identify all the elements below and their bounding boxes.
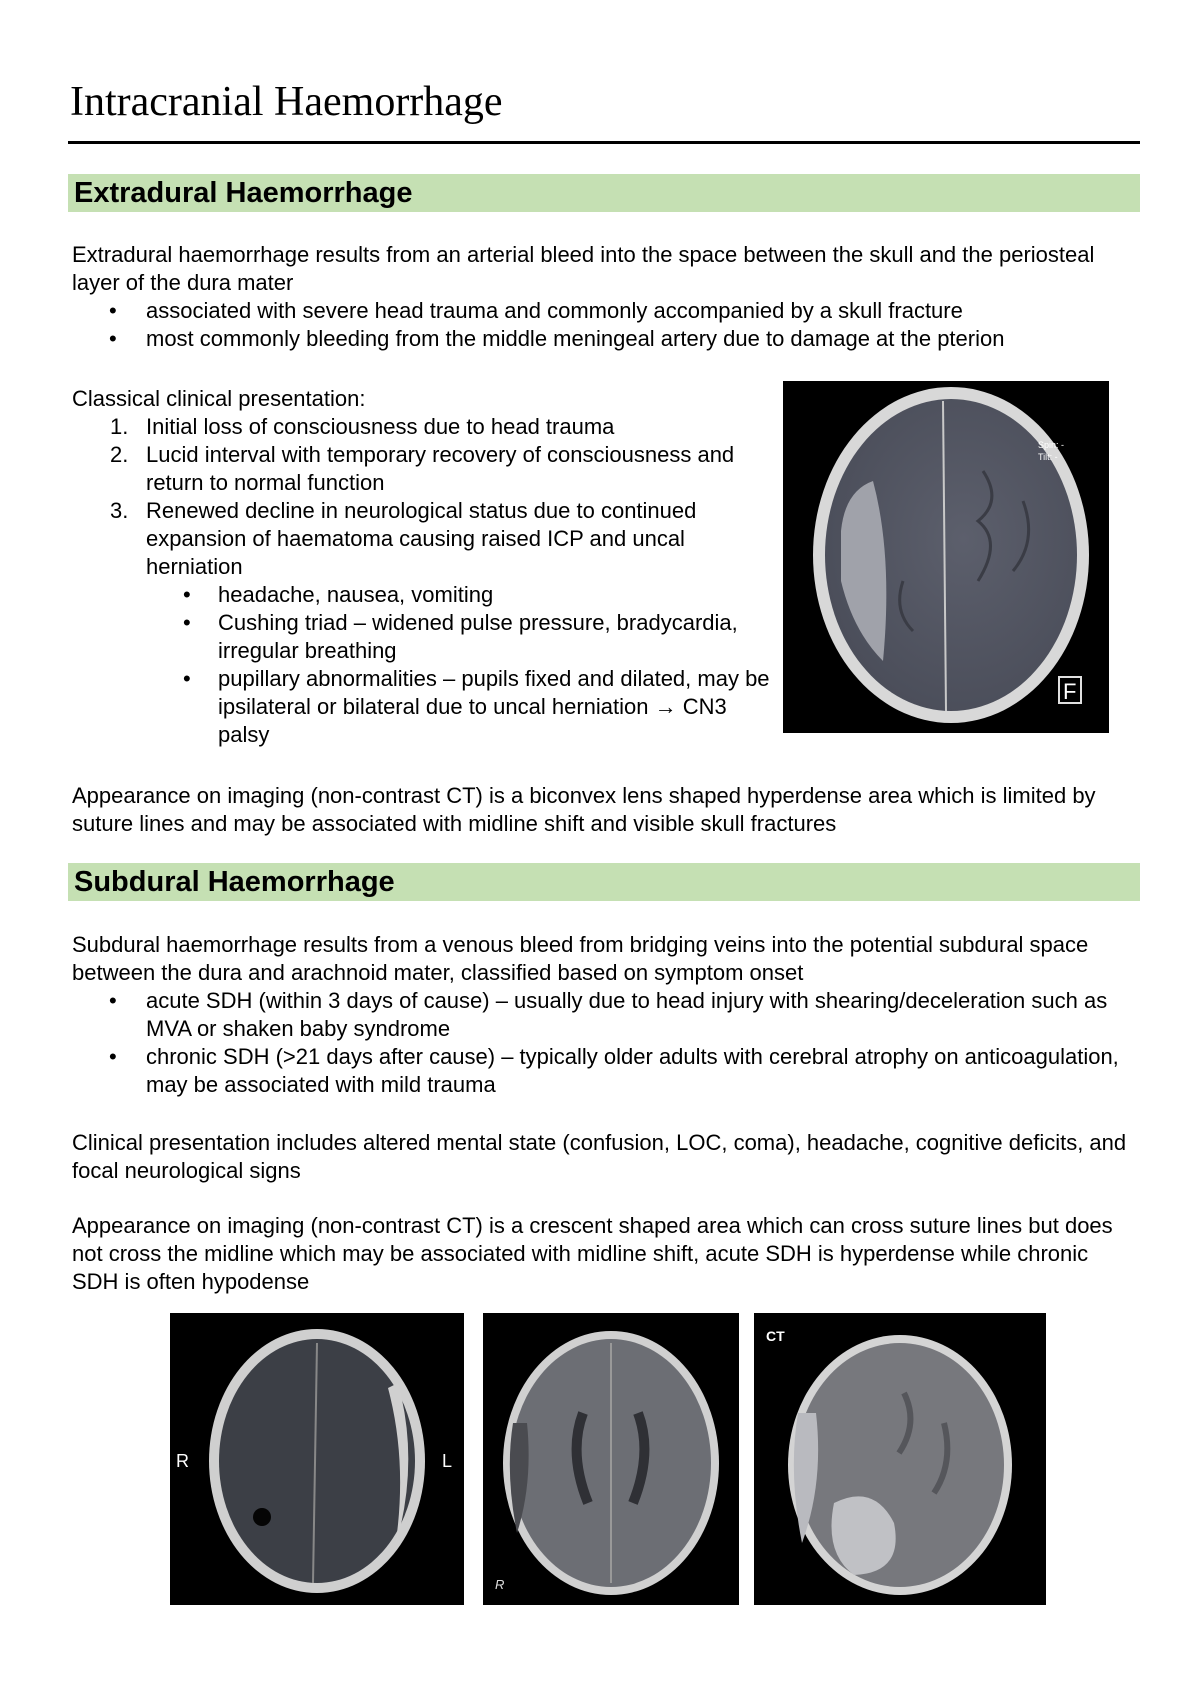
scan-text: F xyxy=(1063,679,1077,704)
subdural-clinical: Clinical presentation includes altered mental state (confusion, LOC, coma), headache, cognitive deficits, and focal neurological signs xyxy=(72,1130,1127,1183)
section-heading-extradural: Extradural Haemorrhage xyxy=(74,177,413,209)
scan-label-r: R xyxy=(495,1577,505,1592)
list-item xyxy=(72,497,772,581)
subdural-ct-image-comparison xyxy=(754,1313,1046,1605)
ct-scan-graphic xyxy=(783,381,1109,733)
scan-text: Spin: - xyxy=(1038,440,1065,450)
step-text: Lucid interval with temporary recovery of consciousness and return to normal function xyxy=(146,442,735,495)
list-item: • pupillary abnormalities – pupils fixed and dilated, may be ipsilateral or bilateral due to uncal herniation → CN3 palsy xyxy=(72,665,772,749)
subdural-intro-block xyxy=(72,931,1132,1099)
list-item: • Cushing triad – widened pulse pressure, bradycardia, irregular breathing xyxy=(72,609,772,665)
subdural-imaging: Appearance on imaging (non-contrast CT) is a crescent shaped area which can cross suture lines but does not cross the midline which may be associated with midline shift, acute SDH is hyperdense while chronic SDH is often hypodense xyxy=(72,1213,1113,1294)
list-item xyxy=(72,441,772,497)
presentation-label: Classical clinical presentation: xyxy=(72,386,366,411)
subdural-ct-image-acute xyxy=(170,1313,464,1605)
subdural-imaging-block xyxy=(72,1212,1132,1296)
subdural-intro: Subdural haemorrhage results from a venous bleed from bridging veins into the potential subdural space between the dura and arachnoid mater, classified based on symptom onset xyxy=(72,932,1089,985)
symptom-bullet-list xyxy=(72,581,772,749)
subdural-bullet-list xyxy=(72,987,1132,1099)
scan-label-ct: CT xyxy=(766,1328,785,1344)
step-number: 2. xyxy=(110,442,129,467)
list-item: • chronic SDH (>21 days after cause) – typically older adults with cerebral atrophy on anticoagulation, may be associated with mild trauma xyxy=(72,1043,1132,1099)
step-number: 1. xyxy=(110,414,129,439)
list-item: • headache, nausea, vomiting xyxy=(72,581,772,609)
list-item: • acute SDH (within 3 days of cause) – usually due to head injury with shearing/deceleration such as MVA or shaken baby syndrome xyxy=(72,987,1132,1043)
subdural-clinical-block xyxy=(72,1129,1132,1185)
extradural-imaging-block xyxy=(72,782,1132,838)
section-header-extradural xyxy=(68,174,1140,212)
extradural-presentation-block xyxy=(72,385,772,749)
section-heading-subdural: Subdural Haemorrhage xyxy=(74,866,395,898)
page-title: Intracranial Haemorrhage xyxy=(70,79,503,125)
title-rule xyxy=(68,141,1140,144)
extradural-intro: Extradural haemorrhage results from an arterial bleed into the space between the skull and the periosteal layer of the dura mater xyxy=(72,242,1095,295)
subdural-ct-image-chronic xyxy=(483,1313,739,1605)
extradural-bullet-list xyxy=(72,297,1122,353)
section-header-subdural xyxy=(68,863,1140,901)
extradural-imaging: Appearance on imaging (non-contrast CT) is a biconvex lens shaped hyperdense area which is limited by suture lines and may be associated with midline shift and visible skull fractures xyxy=(72,783,1096,836)
scan-label-right: L xyxy=(442,1451,453,1471)
scan-text: Tilt: - xyxy=(1038,452,1058,462)
extradural-intro-block xyxy=(72,241,1122,353)
scan-label-left: R xyxy=(176,1451,189,1471)
list-item xyxy=(72,413,772,441)
list-item: • most commonly bleeding from the middle meningeal artery due to damage at the pterion xyxy=(72,325,1122,353)
presentation-steps xyxy=(72,413,772,581)
step-number: 3. xyxy=(110,498,129,523)
extradural-ct-image xyxy=(783,381,1109,733)
list-item: • associated with severe head trauma and commonly accompanied by a skull fracture xyxy=(72,297,1122,325)
step-text: Initial loss of consciousness due to head trauma xyxy=(146,414,615,439)
step-text: Renewed decline in neurological status due to continued expansion of haematoma causing raised ICP and uncal herniation xyxy=(146,498,697,579)
